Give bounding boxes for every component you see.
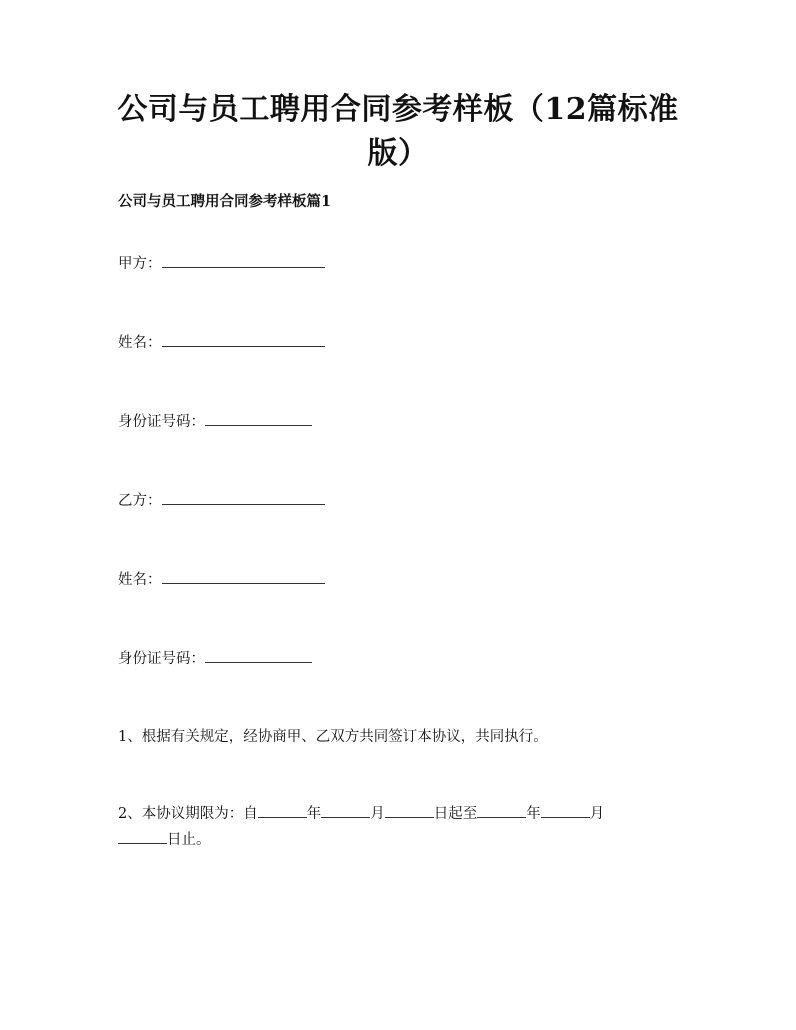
party-b-id-label: 身份证号码： [118, 651, 205, 667]
party-a-name-blank [162, 332, 325, 347]
party-a-id-blank [205, 411, 312, 426]
end-day-blank [118, 829, 167, 844]
end-year-label: 年 [526, 806, 541, 822]
start-day-blank [385, 803, 434, 818]
clause-2-end: 日止。 [167, 832, 211, 848]
party-a-name-label: 姓名： [118, 335, 162, 351]
party-b-label: 乙方： [118, 493, 162, 509]
clause-1: 1、根据有关规定，经协商甲、乙双方共同签订本协议，共同执行。 [118, 729, 548, 745]
start-month-label: 月 [370, 806, 385, 822]
party-a-id-label: 身份证号码： [118, 414, 205, 430]
title-line-1: 公司与员工聘用合同参考样板（12篇标准 [117, 92, 679, 127]
clause-2-prefix: 2、本协议期限为：自 [118, 806, 258, 822]
start-year-label: 年 [306, 806, 322, 822]
end-month-blank [541, 803, 590, 818]
party-b-field [118, 490, 325, 511]
party-b-id-field [118, 648, 312, 669]
title-line-2: 版） [367, 136, 429, 171]
clause-2 [118, 801, 678, 853]
party-a-id-field [118, 411, 312, 432]
party-b-blank [162, 490, 325, 505]
party-a-label: 甲方： [118, 256, 162, 272]
end-month-label: 月 [589, 806, 605, 822]
start-month-blank [321, 803, 370, 818]
party-b-name-label: 姓名： [118, 572, 162, 588]
party-b-id-blank [205, 648, 312, 663]
start-day-label: 日起至 [433, 806, 478, 822]
end-year-blank [477, 803, 526, 818]
party-b-name-blank [162, 569, 325, 584]
party-a-name-field [118, 332, 325, 353]
party-a-field [118, 253, 325, 274]
start-year-blank [258, 803, 307, 818]
party-b-name-field [118, 569, 325, 590]
section-heading: 公司与员工聘用合同参考样板篇1 [118, 193, 332, 210]
party-a-blank [162, 253, 325, 268]
document-title [0, 88, 796, 176]
